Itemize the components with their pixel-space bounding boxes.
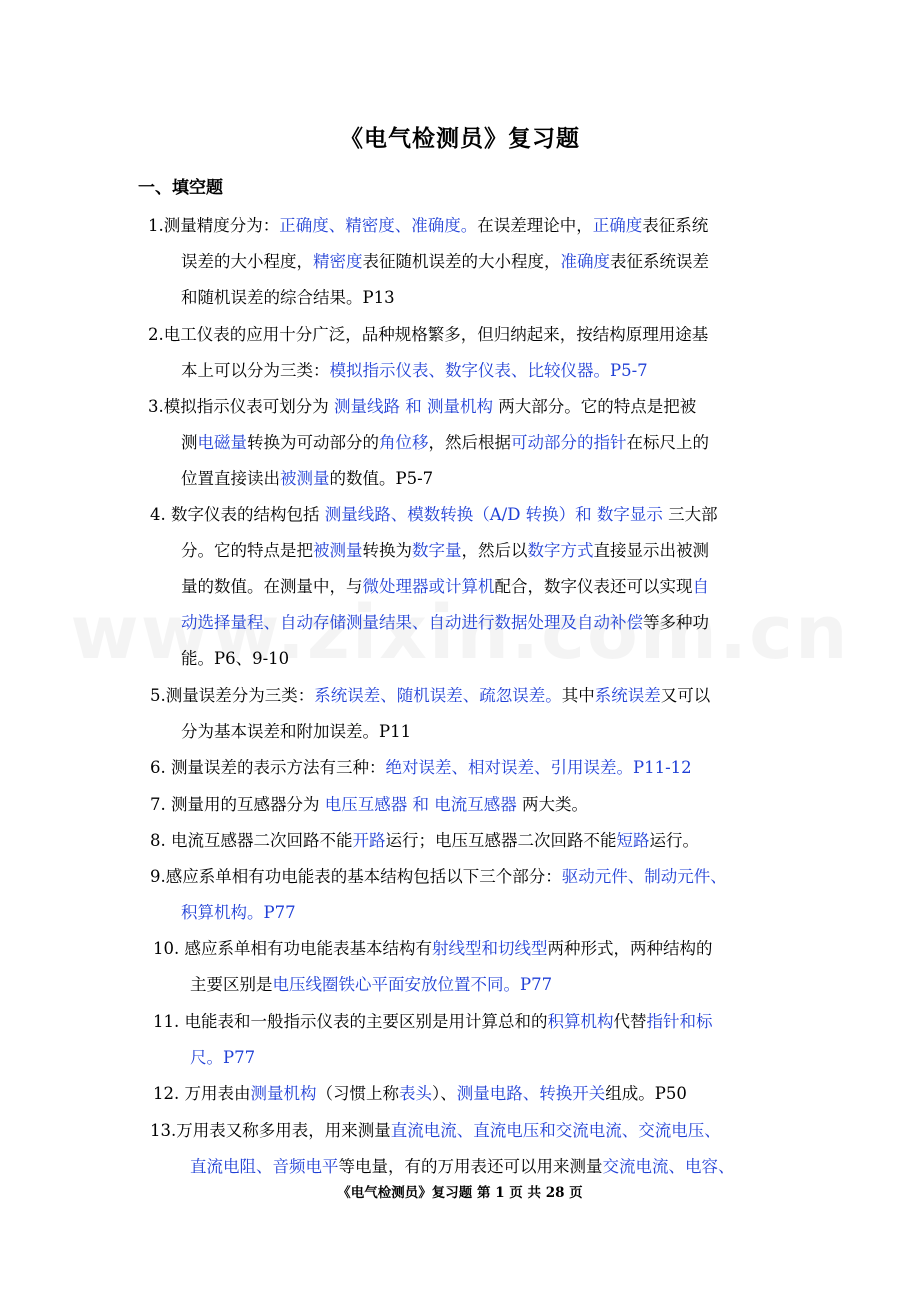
- question-text: 在标尺上的: [626, 433, 709, 452]
- question-text: 6. 测量误差的表示方法有三种：: [150, 758, 386, 777]
- question-text: 11. 电能表和一般指示仪表的主要区别是用计算总和的: [153, 1012, 548, 1031]
- question-line: [181, 895, 920, 931]
- question-text: 两种形式，两种结构的: [547, 939, 713, 958]
- question-line: [150, 859, 920, 895]
- question-text: 能。P6、9-10: [181, 649, 290, 668]
- answer-text: 电磁量: [197, 433, 247, 452]
- answer-text: 指针和标: [646, 1012, 713, 1031]
- question-line: [153, 1004, 920, 1040]
- answer-text: 短路: [616, 831, 650, 850]
- answer-text: 数字方式: [527, 541, 594, 560]
- answer-text: 可动部分的指针: [511, 433, 627, 452]
- question-text: 1.测量精度分为：: [148, 216, 280, 235]
- question-line: [181, 425, 920, 461]
- question-text: 表征系统误差: [610, 252, 709, 271]
- answer-text: 系统误差: [594, 686, 661, 705]
- question-text: 两大部分。它的特点是把被: [493, 397, 697, 416]
- question-text: 主要区别是: [190, 975, 273, 994]
- question-text: 直接显示出被测: [593, 541, 709, 560]
- question-line: [150, 750, 920, 786]
- answer-text: 尺。P77: [190, 1048, 256, 1067]
- question-item: [0, 823, 920, 859]
- section-heading: 一、填空题: [138, 178, 223, 198]
- answer-text: 精密度: [313, 252, 363, 271]
- page-title: 《电气检测员》复习题: [340, 125, 580, 152]
- question-text: 又可以: [660, 686, 711, 705]
- question-line: [150, 823, 920, 859]
- answer-text: 直流电阻、音频电平: [190, 1157, 339, 1176]
- question-item: [0, 497, 920, 677]
- question-line: [181, 533, 920, 569]
- question-text: 本上可以分为三类：: [181, 361, 330, 380]
- question-text: 4. 数字仪表的结构包括: [150, 505, 325, 524]
- question-text: 运行；电压互感器二次回路不能: [385, 831, 617, 850]
- question-line: [148, 317, 920, 353]
- question-text: ）、: [432, 1084, 457, 1103]
- question-item: [0, 317, 920, 389]
- answer-text: 动选择量程、自动存储测量结果、自动进行数据处理及自动补偿: [181, 613, 643, 632]
- question-item: [0, 1004, 920, 1076]
- question-text: 组成。P50: [605, 1084, 687, 1103]
- question-line: [150, 497, 920, 533]
- question-item: [0, 1076, 920, 1112]
- answer-text: 被测量: [280, 469, 330, 488]
- question-text: 误差的大小程度，: [181, 252, 313, 271]
- question-line: [150, 678, 920, 714]
- question-text: 分为基本误差和附加误差。P11: [181, 722, 412, 741]
- question-text: 的数值。P5-7: [329, 469, 434, 488]
- question-text: 表征随机误差的大小程度，: [362, 252, 561, 271]
- question-text: 位置直接读出: [181, 469, 280, 488]
- question-line: [181, 461, 920, 497]
- question-text: 在误差理论中，: [477, 216, 593, 235]
- question-text: 13.万用表又称多用表，用来测量: [150, 1121, 391, 1140]
- question-line: [181, 353, 920, 389]
- question-text: 其中: [561, 686, 595, 705]
- question-text: 三大部: [662, 505, 718, 524]
- answer-text: 绝对误差、相对误差、引用误差。P11-12: [385, 758, 692, 777]
- answer-text: 驱动元件、制动元件、: [561, 867, 727, 886]
- answer-text: 直流电流、直流电压和交流电流、交流电压、: [390, 1121, 721, 1140]
- question-line: [150, 787, 920, 823]
- question-item: [0, 389, 920, 497]
- page-footer: 《电气检测员》复习题 第 1 页 共 28 页: [337, 1185, 583, 1201]
- answer-text: 被测量: [313, 541, 363, 560]
- answer-text: 角位移: [379, 433, 429, 452]
- answer-text: 模拟指示仪表、数字仪表、比较仪器。P5-7: [329, 361, 648, 380]
- question-text: 转换为: [362, 541, 412, 560]
- question-text: 两大类。: [516, 795, 588, 814]
- question-line: [181, 280, 920, 316]
- question-line: [181, 714, 920, 750]
- question-line: [181, 641, 920, 677]
- answer-text: 电压互感器 和 电流互感器: [324, 795, 517, 814]
- answer-text: 射线型和切线型: [432, 939, 548, 958]
- question-text: 分。它的特点是把: [181, 541, 313, 560]
- answer-text: 自: [692, 577, 709, 596]
- question-item: [0, 787, 920, 823]
- answer-text: 准确度: [560, 252, 610, 271]
- answer-text: 积算机构。P77: [181, 903, 296, 922]
- question-text: ，然后以: [461, 541, 528, 560]
- question-text: 等电量，有的万用表还可以用来测量: [338, 1157, 603, 1176]
- question-line: [150, 1113, 920, 1149]
- question-text: 配合，数字仪表还可以实现: [494, 577, 693, 596]
- question-text: 转换为可动部分的: [247, 433, 379, 452]
- answer-text: 系统误差、随机误差、疏忽误差。: [314, 686, 562, 705]
- question-text: 运行。: [649, 831, 699, 850]
- question-line: [148, 208, 920, 244]
- question-line: [153, 1076, 920, 1112]
- question-text: 等多种功: [643, 613, 709, 632]
- question-text: 5.测量误差分为三类：: [150, 686, 315, 705]
- question-text: 7. 测量用的互感器分为: [150, 795, 325, 814]
- question-text: 8. 电流互感器二次回路不能: [150, 831, 353, 850]
- question-line: [181, 605, 920, 641]
- question-text: 量的数值。在测量中，与: [181, 577, 363, 596]
- question-item: [0, 750, 920, 786]
- question-item: [0, 859, 920, 931]
- question-line: [153, 931, 920, 967]
- question-line: [181, 569, 920, 605]
- question-text: 12. 万用表由: [153, 1084, 251, 1103]
- question-text: 测: [181, 433, 198, 452]
- question-text: 10. 感应系单相有功电能表基本结构有: [153, 939, 432, 958]
- question-text: 3.模拟指示仪表可划分为: [148, 397, 334, 416]
- question-line: [190, 1149, 920, 1185]
- answer-text: 微处理器或计算机: [362, 577, 495, 596]
- answer-text: 数字量: [412, 541, 462, 560]
- answer-text: 测量线路、模数转换（A/D 转换）和 数字显示: [324, 505, 663, 524]
- question-text: 代替: [613, 1012, 647, 1031]
- question-text: 表征系统: [642, 216, 709, 235]
- question-item: [0, 931, 920, 1003]
- answer-text: 开路: [352, 831, 386, 850]
- question-line: [148, 389, 920, 425]
- answer-text: 测量线路 和 测量机构: [334, 397, 493, 416]
- answer-text: 测量机构: [250, 1084, 317, 1103]
- question-item: [0, 1113, 920, 1185]
- answer-text: 正确度、精密度、准确度。: [279, 216, 478, 235]
- question-item: [0, 678, 920, 750]
- question-item: [0, 208, 920, 316]
- answer-text: 积算机构: [547, 1012, 614, 1031]
- question-text: 和随机误差的综合结果。P13: [181, 288, 395, 307]
- question-line: [190, 1040, 920, 1076]
- question-text: （习惯上称: [316, 1084, 399, 1103]
- question-text: 9.感应系单相有功电能表的基本结构包括以下三个部分：: [150, 867, 562, 886]
- question-text: 2.电工仪表的应用十分广泛，品种规格繁多，但归纳起来，按结构原理用途基: [148, 325, 709, 344]
- answer-text: 电压线圈铁心平面安放位置不同。P77: [272, 975, 553, 994]
- question-text: ，然后根据: [428, 433, 511, 452]
- answer-text: 交流电流、电容、: [602, 1157, 735, 1176]
- answer-text: 表头: [399, 1084, 432, 1103]
- answer-text: 测量电路、转换开关: [456, 1084, 606, 1103]
- question-line: [181, 244, 920, 280]
- question-line: [190, 967, 920, 1003]
- answer-text: 正确度: [592, 216, 643, 235]
